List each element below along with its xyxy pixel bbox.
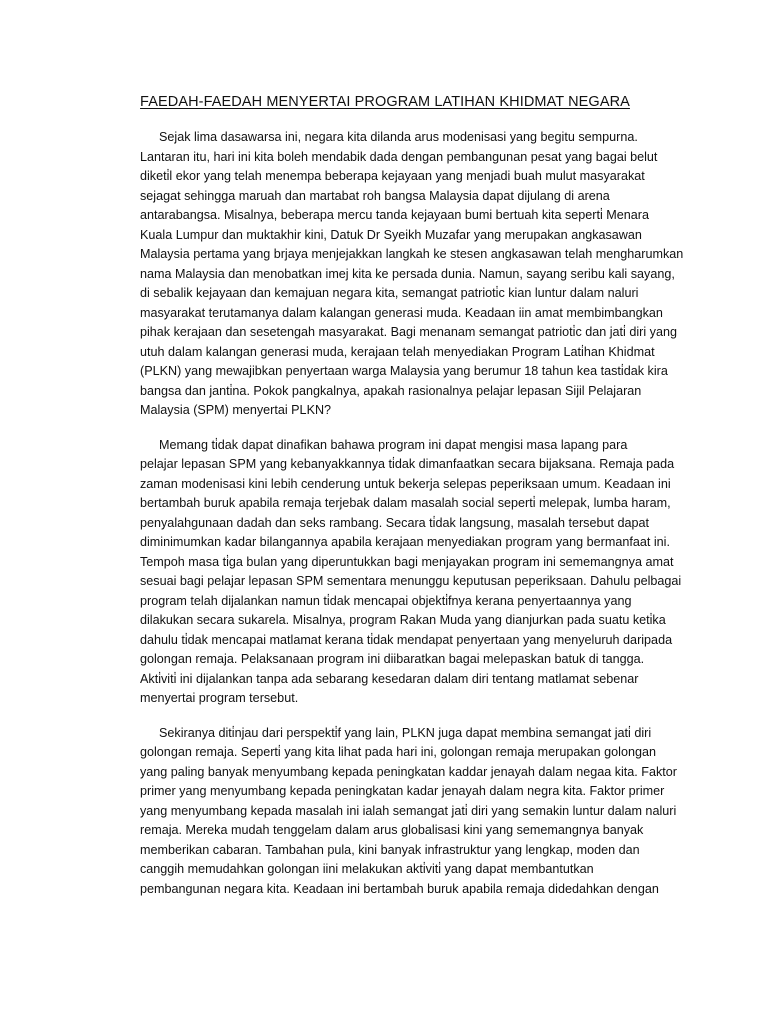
paragraph-line: yang paling banyak menyumbang kepada peningkatan kaddar jenayah dalam negaa kita. Faktor xyxy=(140,764,677,779)
paragraph-line: pihak kerajaan dan sesetengah masyarakat. Bagi menanam semangat patrioti̇c dan jati̇ diri yang xyxy=(140,325,677,339)
paragraph-line: Akti̇viti̇ ini dijalankan tanpa ada sebarang kesedaran dalam diri tentang matlamat sebenar xyxy=(140,671,639,686)
paragraph-1 xyxy=(140,128,684,421)
paragraph-line: primer yang menyumbang kepada peningkatan kadar jenayah dalam negra kita. Faktor primer xyxy=(140,784,665,798)
paragraph-line: sesuai bagi pelajar lepasan SPM sementara menunggu keputusan peperiksaan. Dahulu pelbagai xyxy=(140,574,682,588)
paragraph-3 xyxy=(140,724,677,900)
paragraph-2 xyxy=(140,436,682,709)
paragraph-line: (PLKN) yang mewajibkan penyertaan warga Malaysia yang berumur 18 tahun kea tasti̇dak kira xyxy=(140,364,668,378)
paragraph-line: golongan remaja. Seperti̇ yang kita lihat pada hari ini, golongan remaja merupakan golongan xyxy=(140,745,656,759)
paragraph-line: golongan remaja. Pelaksanaan program ini diibaratkan bagai melepaskan batuk di tangga. xyxy=(140,652,645,666)
paragraph-line: zaman modenisasi kini lebih cenderung untuk bekerja selepas peperiksaan umum. Keadaan ini xyxy=(140,476,671,491)
paragraph-line: antarabangsa. Misalnya, beberapa mercu tanda kejayaan bumi bertuah kita seperti̇ Menara xyxy=(140,208,649,222)
paragraph-line: Malaysia (SPM) menyertai PLKN? xyxy=(140,403,332,417)
paragraph-line: dahulu ti̇dak mencapai matlamat kerana ti̇dak mendapat penyertaan yang menyeluruh daripada xyxy=(140,632,673,647)
paragraph-line: remaja. Mereka mudah tenggelam dalam arus globalisasi kini yang sememangnya banyak xyxy=(140,823,644,837)
paragraph-line: pembangunan negara kita. Keadaan ini bertambah buruk apabila remaja didedahkan dengan xyxy=(140,881,659,896)
paragraph-line: program telah dijalankan namun ti̇dak mencapai objekti̇fnya kerana penyertaannya yang xyxy=(140,593,632,608)
paragraph-line: penyalahgunaan dadah dan seks rambang. Secara ti̇dak langsung, masalah tersebut dapat xyxy=(140,515,650,530)
paragraph-line: nama Malaysia dan menobatkan imej kita ke persada dunia. Namun, sayang seribu kali sayang, xyxy=(140,266,675,281)
paragraph-line: bertambah buruk apabila remaja terjebak dalam masalah social seperti̇ melepak, lumba haram, xyxy=(140,496,671,510)
paragraph-line: memberikan cabaran. Tambahan pula, kini banyak infrastruktur yang lengkap, moden dan xyxy=(140,842,640,857)
paragraph-line: Kuala Lumpur dan muktakhir kini, Datuk Dr Syeikh Muzafar yang merupakan angkasawan xyxy=(140,227,642,242)
paragraph-line: di sebalik kejayaan dan kemajuan negara kita, semangat patrioti̇c kian luntur dalam naluri xyxy=(140,286,639,300)
paragraph-line: Sejak lima dasawarsa ini, negara kita dilanda arus modenisasi yang begitu sempurna. xyxy=(159,130,638,144)
paragraph-line: sejagat sehingga maruah dan martabat roh bangsa Malaysia dapat dijulang di arena xyxy=(140,188,610,203)
paragraph-line: canggih memudahkan golongan iini melakukan akti̇viti̇ yang dapat membantutkan xyxy=(140,862,594,876)
paragraph-line: Lantaran itu, hari ini kita boleh mendabik dada dengan pembangunan pesat yang bagai belut xyxy=(140,149,658,164)
paragraph-line: Sekiranya diti̇njau dari perspekti̇f yang lain, PLKN juga dapat membina semangat jati̇ diri xyxy=(159,725,652,740)
paragraph-line: yang menyumbang kepada masalah ini ialah semangat jati̇ diri yang semakin luntur dalam naluri xyxy=(140,803,677,818)
paragraph-line: masyarakat terutamanya dalam kalangan generasi muda. Keadaan iin amat membimbangkan xyxy=(140,305,663,320)
paragraph-line: dilakukan secara sukarela. Misalnya, program Rakan Muda yang dianjurkan pada suatu keti̇ka xyxy=(140,613,666,627)
paragraph-line: Malaysia pertama yang brjaya menjejakkan langkah ke stesen angkasawan telah mengharumkan xyxy=(140,247,684,261)
paragraph-line: Memang ti̇dak dapat dinafikan bahawa program ini dapat mengisi masa lapang para xyxy=(159,437,628,452)
paragraph-line: diketi̇l ekor yang telah menempa beberapa kejayaan yang menjadi buah mulut masyarakat xyxy=(140,169,645,183)
paragraph-line: utuh dalam kalangan generasi muda, kerajaan telah menyediakan Program Lati̇han Khidmat xyxy=(140,344,655,359)
paragraph-line: menyertai program tersebut. xyxy=(140,691,299,705)
paragraph-line: diminimumkan kadar bilangannya apabila kerajaan menyediakan program yang bermanfaat ini. xyxy=(140,535,670,549)
paragraph-line: bangsa dan janti̇na. Pokok pangkalnya, apakah rasionalnya pelajar lepasan Sijil Pelajaran xyxy=(140,383,642,398)
paragraph-line: Tempoh masa ti̇ga bulan yang diperuntukkan bagi menjayakan program ini sememangnya amat xyxy=(140,554,674,569)
paragraph-line: pelajar lepasan SPM yang kebanyakkannya ti̇dak dimanfaatkan secara bijaksana. Remaja pada xyxy=(140,457,675,471)
document-title: FAEDAH-FAEDAH MENYERTAI PROGRAM LATIHAN KHIDMAT NEGARA xyxy=(140,94,630,110)
